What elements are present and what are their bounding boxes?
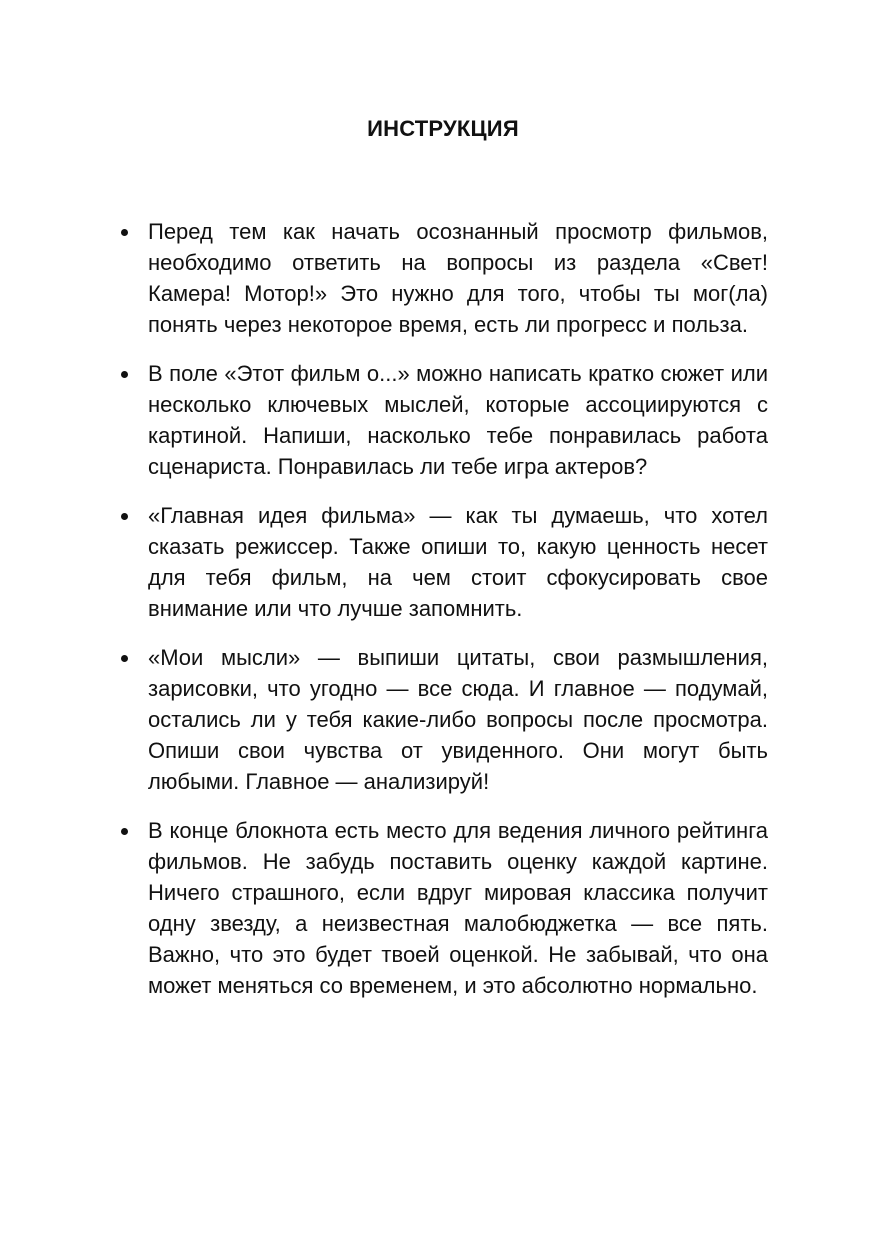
list-item-text: В конце блокнота есть место для ведения личного рейтинга фильмов. Не забудь поставить оценку каждой картине. Ничего страшного, если вдруг мировая классика получит одну звезду, а неизвестная малобюджетка — все пять. Важно, что это будет твоей оценкой. Не забывай, что она может меняться со временем, и это абсолютно нормально. [148, 818, 768, 998]
bullet-icon [121, 828, 128, 835]
bullet-icon [121, 229, 128, 236]
bullet-icon [121, 371, 128, 378]
list-item-text: «Главная идея фильма» — как ты думаешь, что хотел сказать режиссер. Также опиши то, какую ценность несет для тебя фильм, на чем стоит сфокусировать свое внимание или что лучше запомнить. [148, 503, 768, 621]
list-item [148, 815, 768, 1001]
page-title: ИНСТРУКЦИЯ [367, 116, 519, 141]
list-item [148, 642, 768, 797]
bullet-icon [121, 655, 128, 662]
instruction-list [148, 216, 768, 1019]
list-item [148, 216, 768, 340]
bullet-icon [121, 513, 128, 520]
list-item [148, 500, 768, 624]
list-item [148, 358, 768, 482]
list-item-text: «Мои мысли» — выпиши цитаты, свои размышления, зарисовки, что угодно — все сюда. И главное — подумай, остались ли у тебя какие-либо вопросы после просмотра. Опиши свои чувства от увиденного. Они могут быть любыми. Главное — анализируй! [148, 645, 768, 794]
list-item-text: В поле «Этот фильм о...» можно написать кратко сюжет или несколько ключевых мыслей, которые ассоциируются с картиной. Напиши, насколько тебе понравилась работа сценариста. Понравилась ли тебе игра актеров? [148, 361, 768, 479]
list-item-text: Перед тем как начать осознанный просмотр фильмов, необходимо ответить на вопросы из раздела «Свет! Камера! Мотор!» Это нужно для того, чтобы ты мог(ла) понять через некоторое время, есть ли прогресс и польза. [148, 219, 768, 337]
